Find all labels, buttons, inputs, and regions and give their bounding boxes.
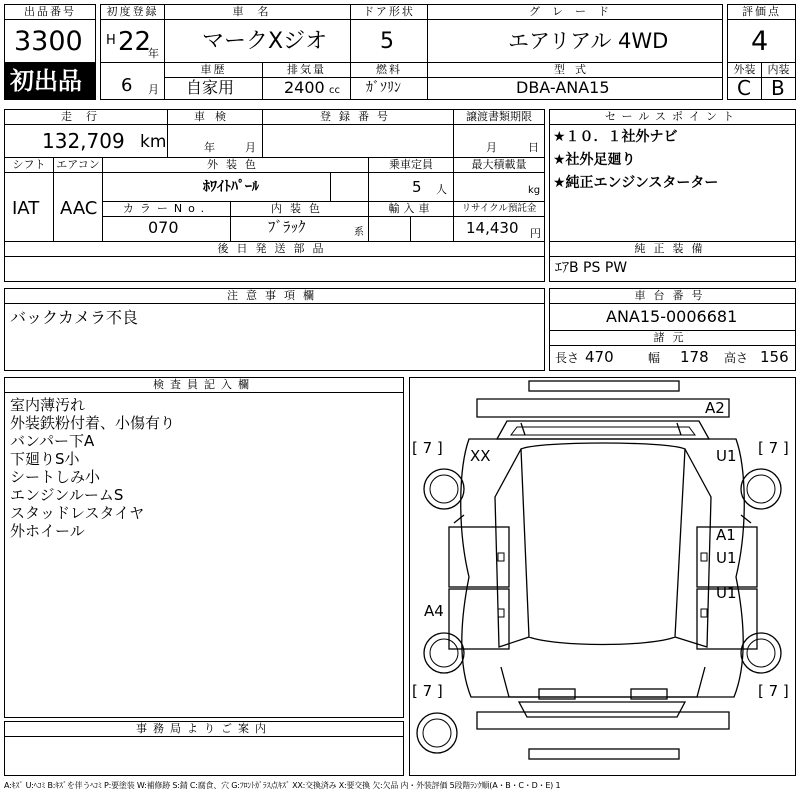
mileage-label: 走行 [4,109,168,125]
front-grille [519,702,685,717]
lot-number: 3300 [14,26,83,57]
score-label: 評価点 [727,4,796,20]
sales-point-1: ★１０．１社外ナビ [553,129,678,145]
aircon-label: エアコン [53,157,103,173]
registration-label: 初度登録 [100,4,165,20]
color-no-label: カラーNo. [102,201,231,217]
caution-label: 注意事項欄 [4,288,545,304]
height-label: 高さ [724,351,749,365]
int-color-unit: 系 [354,227,364,238]
model-label: 型式 [427,62,723,78]
shift-label: シフト [4,157,54,173]
max-load-unit: kg [528,185,541,196]
inspector-note-8: 外ホイール [10,522,85,540]
capacity-unit: 人 [436,183,447,196]
shift-value: IAT [12,198,40,219]
genuine-equipment-label: 純正装備 [549,241,796,257]
int-color-value: ﾌﾞﾗｯｸ [268,218,306,236]
length-value: 470 [585,348,614,366]
ext-color-subcell [330,172,369,202]
tire-tread-right-rear: [ 7 ] [758,439,789,457]
inspection-month-unit: 月 [245,141,256,154]
model-value: DBA-ANA15 [516,78,610,97]
inspector-note-1: 室内薄汚れ [10,396,86,414]
grade-label: グレード [427,4,723,20]
mark-rear: A2 [705,399,725,417]
width-label: 幅 [648,351,661,365]
transfer-label: 譲渡書類期限 [453,109,545,125]
door-label: ドア形状 [350,4,428,20]
interior-grade-label: 内装 [761,62,796,78]
registration-year: 22 [118,27,152,57]
color-no-value: 070 [148,218,179,237]
registration-month: 6 [121,75,133,96]
later-parts-label: 後日発送部品 [4,241,545,257]
recycle-label: リサイクル預託金 [453,201,545,217]
mark-right-u1a: U1 [716,549,737,567]
registration-era: H [106,33,116,48]
office-box [4,736,404,776]
left-rear-door [449,527,509,587]
fuel-label: 燃料 [350,62,428,78]
mark-right-u1b: U1 [716,584,737,602]
displacement-value: 2400 [284,78,325,97]
chassis-label: 車台番号 [549,288,796,304]
exterior-grade: C [737,76,751,100]
lot-label: 出品番号 [4,4,96,20]
history-label: 車歴 [164,62,263,78]
office-label: 事務局よりご案内 [4,721,404,737]
transfer-day-unit: 日 [528,141,539,154]
inspector-note-4: 下廻りS小 [10,450,80,468]
dimensions-label: 諸元 [549,330,796,346]
displacement-label: 排気量 [262,62,351,78]
mark-left-a4: A4 [424,602,444,620]
sales-points-label: セールスポイント [549,109,796,125]
max-load-label: 最大積載量 [453,157,545,173]
inspector-note-3: バンパー下A [10,432,95,450]
recycle-value: 14,430 [466,219,519,237]
transfer-month-unit: 月 [486,141,497,154]
length-label: 長さ [555,351,580,365]
ext-color-label: 外装色 [102,157,369,173]
aircon-value: AAC [60,198,98,219]
inspection-year-unit: 年 [204,141,215,154]
tire-tread-left-front: [ 7 ] [412,682,443,700]
registration-year-unit: 年 [148,47,159,60]
hood [501,667,705,697]
sales-point-3: ★純正エンジンスターター [553,175,719,191]
front-bumper-lip [529,749,679,759]
mark-rear-right: U1 [716,447,737,465]
later-parts-box [4,256,545,282]
interior-grade: B [771,76,785,100]
recycle-unit: 円 [530,227,541,240]
mark-rear-left: XX [470,447,491,465]
tire-tread-left-rear: [ 7 ] [412,439,443,457]
sales-point-2: ★社外足廻り [553,152,636,168]
mark-right-a1: A1 [716,526,736,544]
width-value: 178 [680,348,709,366]
car-name: マークXジオ [202,29,328,54]
tire-tread-right-front: [ 7 ] [758,682,789,700]
inspector-note-2: 外装鉄粉付着、小傷有り [10,414,176,432]
genuine-equipment-value: ｴｱB PS PW [555,260,628,276]
front-bumper [477,712,729,729]
reg-no-box [262,124,454,158]
car-name-label: 車名 [164,4,351,20]
capacity-value: 5 [412,178,422,196]
import-subcell [410,216,454,242]
left-front-door [449,589,509,649]
roof-panel [521,443,685,645]
inspector-label: 検査員記入欄 [4,377,404,393]
body-outline [461,439,745,697]
first-listing-badge: 初出品 [10,67,82,95]
import-label: 輸入車 [368,201,454,217]
mileage-unit: km [140,132,167,152]
capacity-label: 乗車定員 [368,157,454,173]
exterior-grade-label: 外装 [727,62,762,78]
height-value: 156 [760,348,789,366]
grade-value: エアリアル 4WD [508,29,669,53]
caution-text: バックカメラ不良 [10,308,139,327]
inspection-label: 車検 [167,109,263,125]
inspector-note-7: スタッドレスタイヤ [10,504,145,522]
mileage-value: 132,709 [42,129,125,153]
door-value: 5 [380,29,394,54]
legend: A:ｷｽﾞ U:ﾍｺﾐ B:ｷｽﾞを伴うﾍｺﾐ P:要塗装 W:補修跡 S:錆 C:腐食、穴 G:ﾌﾛﾝﾄｶﾞﾗｽ点ｷｽﾞ XX:交換済み X:要交換 欠:欠品 内・外装評価 5段階ﾗﾝｸ順(A・B・C・D・E) 1 [4,781,561,790]
displacement-unit: cc [329,85,340,96]
ext-color-value: ﾎﾜｲﾄﾊﾟｰﾙ [203,179,259,195]
car-diagram [409,377,796,776]
rear-bumper [477,399,729,417]
inspector-note-5: シートしみ小 [10,468,101,486]
registration-month-unit: 月 [148,83,159,96]
rear-bumper-top [529,381,679,391]
history-value: 自家用 [186,78,235,97]
reg-no-label: 登録番号 [262,109,454,125]
fuel-value: ｶﾞｿﾘﾝ [366,80,401,96]
int-color-label: 内装色 [230,201,369,217]
score-value: 4 [751,26,769,57]
inspector-note-6: エンジンルームS [10,486,124,504]
chassis-value: ANA15-0006681 [606,307,738,326]
